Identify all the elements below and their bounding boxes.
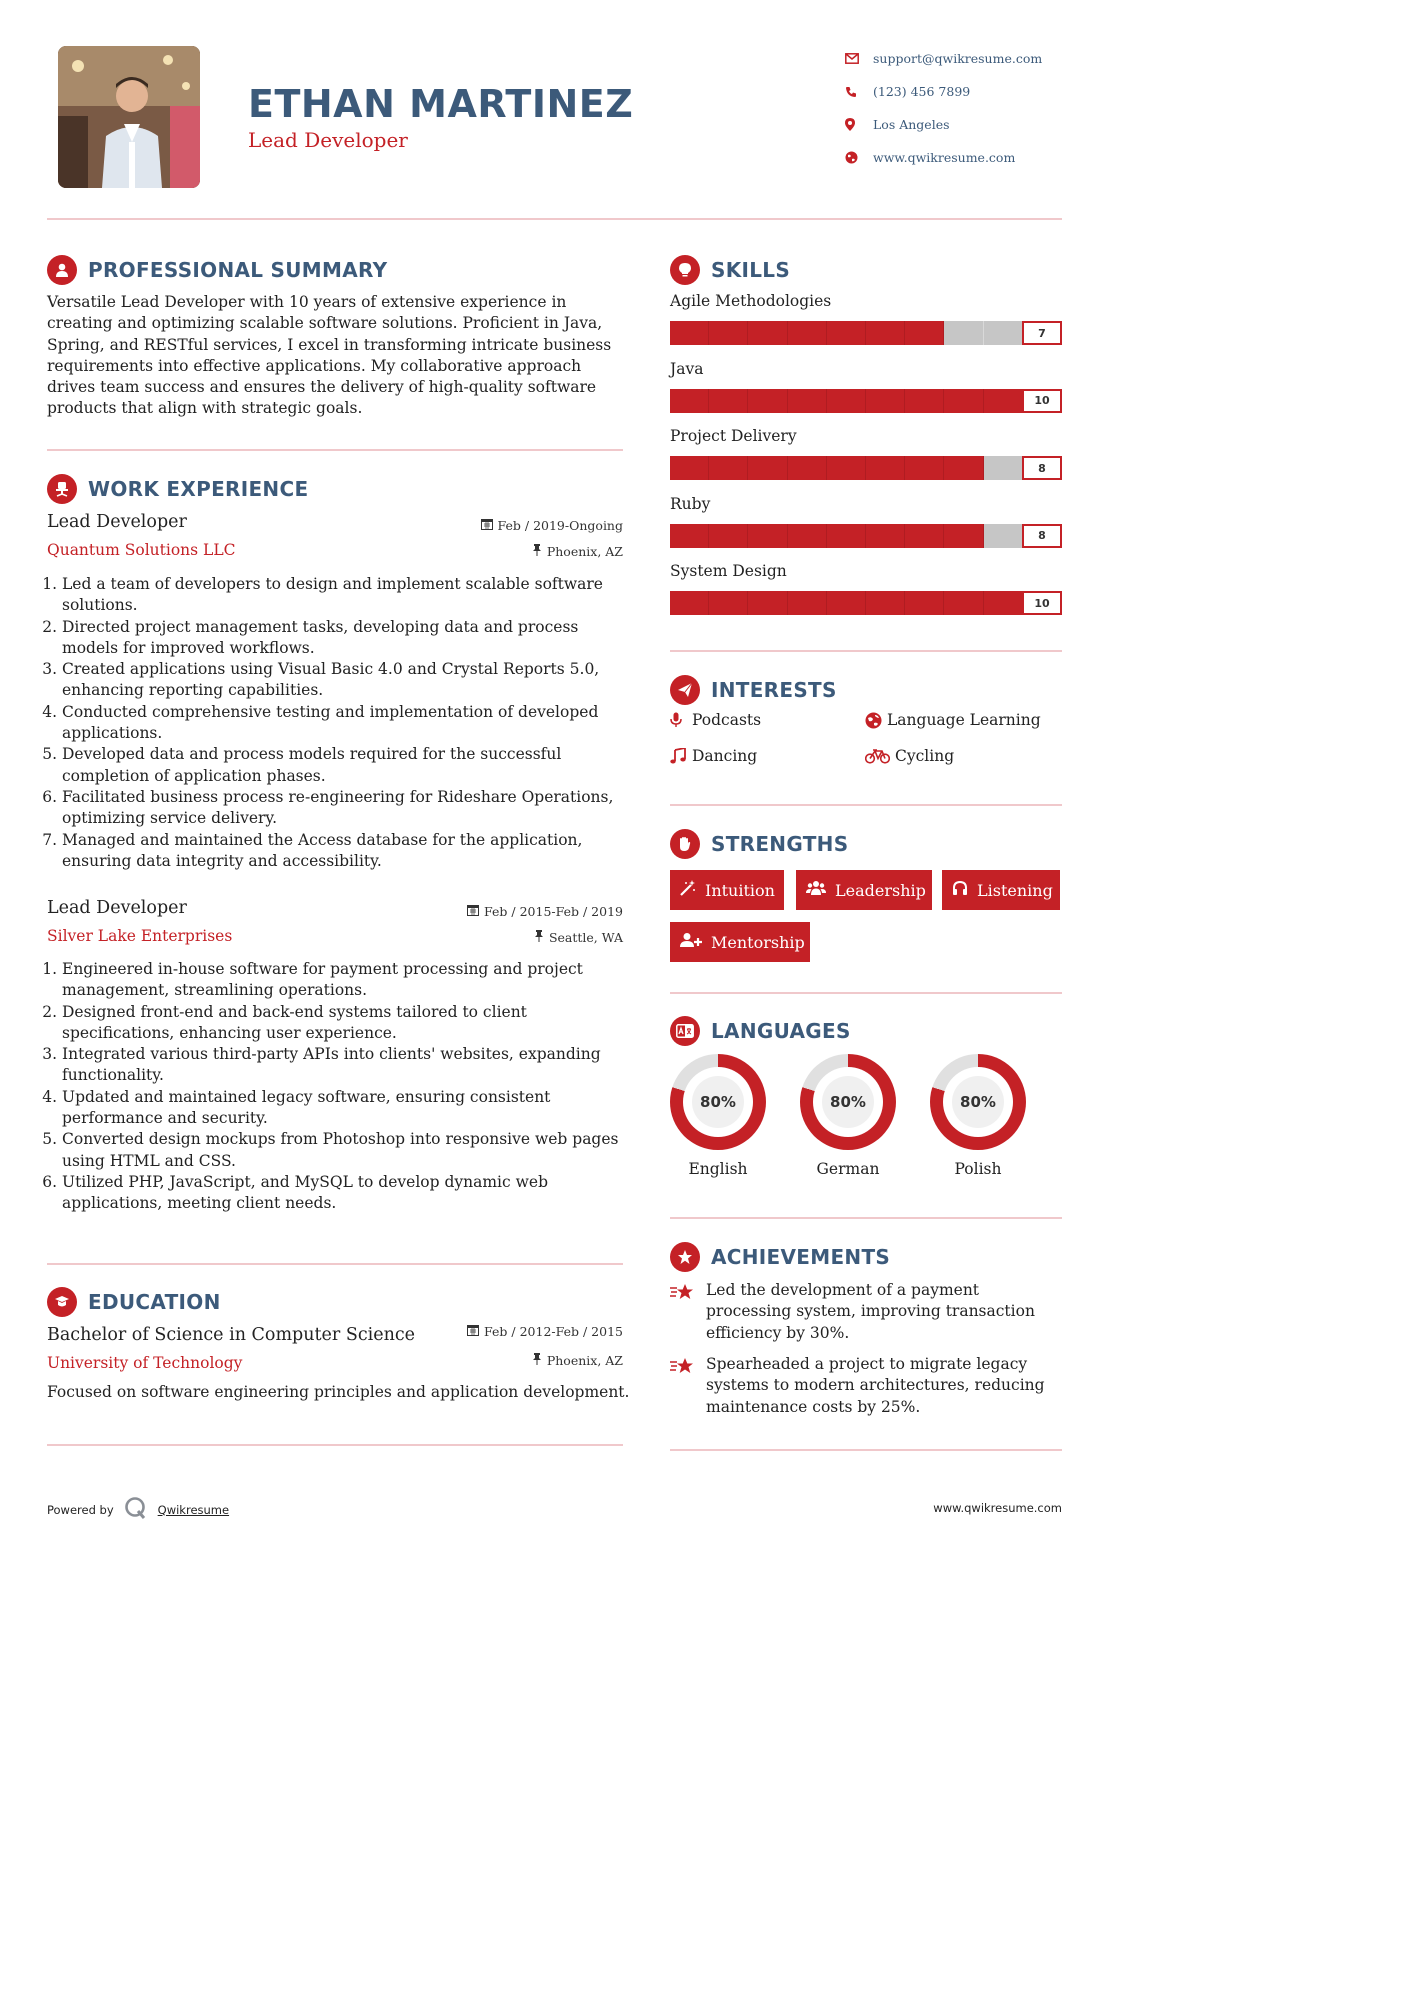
- skill-bar-segment: [670, 591, 709, 615]
- contact-website[interactable]: [845, 141, 1042, 174]
- skill-bar-segment: [944, 524, 983, 548]
- candidate-role: Lead Developer: [248, 128, 408, 152]
- job-1-location: [532, 544, 623, 559]
- job-1-title: Lead Developer: [47, 512, 187, 532]
- footer-powered-by: [47, 1496, 229, 1523]
- summary-title: PROFESSIONAL SUMMARY: [88, 258, 388, 282]
- skill-bar-segment: [866, 456, 905, 480]
- map-pin-icon: [845, 118, 873, 131]
- candidate-name: ETHAN MARTINEZ: [248, 82, 634, 126]
- contact-location-text: Los Angeles: [873, 117, 950, 132]
- language-item: [800, 1054, 896, 1178]
- achievements-divider: [670, 1449, 1062, 1451]
- skill-bar-segment: [670, 524, 709, 548]
- duty-item: 4. Updated and maintained legacy software, ensuring consistent performance and security.: [62, 1087, 627, 1130]
- skill-bar-segment: [866, 389, 905, 413]
- skill-bar-segment: [984, 456, 1023, 480]
- education-dates: [467, 1324, 623, 1339]
- qwikresume-link[interactable]: Qwikresume: [157, 1502, 230, 1517]
- language-name: German: [816, 1160, 880, 1178]
- language-ring: [930, 1054, 1026, 1150]
- skill-bar-segment: [984, 321, 1023, 345]
- language-ring-inner: [683, 1067, 753, 1137]
- strength-label: Listening: [977, 880, 1053, 900]
- job-2-duties: [47, 959, 627, 1215]
- duty-item: 4. Conducted comprehensive testing and implementation of developed applications.: [62, 702, 627, 745]
- envelope-icon: [845, 53, 873, 64]
- languages-divider: [670, 1217, 1062, 1219]
- strength-tag-intuition: [670, 870, 784, 910]
- strength-label: Leadership: [835, 880, 926, 900]
- duty-item: 5. Developed data and process models required for the successful completion of application phases.: [62, 744, 627, 787]
- graduation-icon: [47, 1287, 77, 1317]
- contact-phone-text: (123) 456 7899: [873, 84, 971, 99]
- skill-bar-segment: [827, 321, 866, 345]
- interest-label: Language Learning: [887, 711, 1041, 729]
- skill-name: Ruby: [670, 494, 711, 513]
- skill-bar-segment: [709, 456, 748, 480]
- experience-divider: [47, 1263, 623, 1265]
- interests-divider: [670, 804, 1062, 806]
- skill-bar: [670, 389, 1062, 413]
- job-1-company: Quantum Solutions LLC: [47, 541, 236, 559]
- education-description: Focused on software engineering principles and application development.: [47, 1383, 630, 1401]
- skill-bar-segment: [748, 456, 787, 480]
- skill-bar-segment: [905, 591, 944, 615]
- calendar-icon: [481, 518, 493, 533]
- headphones-icon: [952, 880, 968, 900]
- office-chair-icon: [47, 474, 77, 504]
- skill-bar-segment: [866, 321, 905, 345]
- skill-bar-segment: [670, 389, 709, 413]
- skill-level-badge: 7: [1022, 321, 1062, 345]
- shooting-star-icon: [670, 1280, 706, 1344]
- job-2-dates-text: Feb / 2015-Feb / 2019: [484, 904, 623, 919]
- interest-label: Dancing: [692, 747, 758, 765]
- contact-website-text: www.qwikresume.com: [873, 150, 1016, 165]
- pushpin-icon: [534, 930, 544, 945]
- job-1-location-text: Phoenix, AZ: [546, 544, 623, 559]
- calendar-icon: [467, 1324, 479, 1339]
- microphone-icon: [670, 712, 692, 728]
- interests-title: INTERESTS: [711, 678, 837, 702]
- achievements-heading: [670, 1242, 890, 1272]
- job-2-title: Lead Developer: [47, 898, 187, 918]
- phone-icon: [845, 86, 873, 98]
- contact-location: [845, 108, 1042, 141]
- strengths-heading: [670, 829, 848, 859]
- job-2-dates: [467, 904, 623, 919]
- skill-bar-segment: [748, 524, 787, 548]
- globe-icon: [845, 151, 873, 164]
- achievement-item: [670, 1354, 1070, 1418]
- footer-website[interactable]: www.qwikresume.com: [933, 1501, 1062, 1515]
- language-percent: 80%: [692, 1076, 744, 1128]
- skill-bar-segment: [827, 591, 866, 615]
- education-title: EDUCATION: [88, 1290, 221, 1314]
- globe-icon: [865, 712, 887, 729]
- skill-bar-segment: [984, 524, 1023, 548]
- duty-item: 2. Designed front-end and back-end systems tailored to client specifications, enhancing user experience.: [62, 1002, 627, 1045]
- duty-item: 3. Created applications using Visual Basic 4.0 and Crystal Reports 5.0, enhancing reporting capabilities.: [62, 659, 627, 702]
- duty-item: 6. Facilitated business process re-engineering for Rideshare Operations, optimizing service delivery.: [62, 787, 627, 830]
- skill-level-badge: 10: [1022, 389, 1062, 413]
- language-name: English: [688, 1160, 748, 1178]
- strength-label: Intuition: [705, 880, 775, 900]
- bicycle-icon: [865, 748, 895, 764]
- skill-bar-segment: [905, 389, 944, 413]
- magic-wand-icon: [680, 880, 696, 900]
- education-dates-text: Feb / 2012-Feb / 2015: [484, 1324, 623, 1339]
- skill-bar-segment: [827, 524, 866, 548]
- strengths-title: STRENGTHS: [711, 832, 849, 856]
- pushpin-icon: [532, 544, 542, 559]
- duty-item: 6. Utilized PHP, JavaScript, and MySQL to develop dynamic web applications, meeting client needs.: [62, 1172, 627, 1215]
- achievements-title: ACHIEVEMENTS: [711, 1245, 891, 1269]
- users-icon: [806, 880, 826, 900]
- skill-bar: [670, 456, 1062, 480]
- music-icon: [670, 748, 692, 764]
- skill-level-badge: 8: [1022, 524, 1062, 548]
- skill-level-badge: 8: [1022, 456, 1062, 480]
- skill-name: System Design: [670, 562, 787, 580]
- skill-bar-segment: [905, 321, 944, 345]
- language-ring-inner: [813, 1067, 883, 1137]
- skill-name: Java: [670, 359, 704, 378]
- skill-bar-segment: [944, 321, 983, 345]
- language-item: [930, 1054, 1026, 1178]
- strength-tag-listening: [942, 870, 1060, 910]
- education-heading: [47, 1287, 221, 1317]
- skill-bar-segment: [748, 321, 787, 345]
- summary-heading: [47, 255, 387, 285]
- language-name: Polish: [954, 1160, 1002, 1178]
- skill-bar-segment: [788, 524, 827, 548]
- summary-text: Versatile Lead Developer with 10 years of extensive experience in creating and optimizing scalable software solutions. Proficient in Java, Spring, and RESTful services, I excel in transforming intricate business requirements into effective applications. My collaborative approach drives team success and ensures the delivery of high-quality software products that align with strategic goals.: [47, 293, 612, 418]
- hand-fist-icon: [670, 829, 700, 859]
- language-ring-inner: [943, 1067, 1013, 1137]
- language-ring: [670, 1054, 766, 1150]
- skill-name: Project Delivery: [670, 427, 797, 445]
- summary-divider: [47, 449, 623, 451]
- skill-bar-segment: [788, 321, 827, 345]
- skill-bar-segment: [748, 591, 787, 615]
- skill-bar-segment: [670, 321, 709, 345]
- job-2-company: Silver Lake Enterprises: [47, 927, 233, 945]
- duty-item: 1. Engineered in-house software for payment processing and project management, streamlining operations.: [62, 959, 627, 1002]
- achievement-item: [670, 1280, 1070, 1344]
- language-item: [670, 1054, 766, 1178]
- qwikresume-logo-icon: [124, 1496, 148, 1523]
- skill-bar-segment: [905, 456, 944, 480]
- skill-bar-segment: [788, 389, 827, 413]
- header-divider: [47, 218, 1062, 220]
- skill-bar-segment: [866, 524, 905, 548]
- duty-item: 2. Directed project management tasks, developing data and process models for improved workflows.: [62, 617, 627, 660]
- strength-tag-mentorship: [670, 922, 810, 962]
- skill-bar-segment: [827, 456, 866, 480]
- strength-tag-leadership: [796, 870, 932, 910]
- skill-bar-segment: [984, 591, 1023, 615]
- duty-item: 5. Converted design mockups from Photoshop into responsive web pages using HTML and CSS.: [62, 1129, 627, 1172]
- duty-item: 7. Managed and maintained the Access database for the application, ensuring data integrity and accessibility.: [62, 830, 627, 873]
- lightbulb-icon: [670, 255, 700, 285]
- experience-heading: [47, 474, 308, 504]
- skill-bar-segment: [827, 389, 866, 413]
- education-location-text: Phoenix, AZ: [546, 1353, 623, 1368]
- interest-label: Podcasts: [692, 711, 762, 729]
- skill-bar-segment: [748, 389, 787, 413]
- skill-bar: [670, 321, 1062, 345]
- experience-title: WORK EXPERIENCE: [88, 477, 309, 501]
- job-2-location-text: Seattle, WA: [548, 930, 623, 945]
- skill-name: Agile Methodologies: [670, 292, 832, 310]
- education-degree: Bachelor of Science in Computer Science: [47, 1325, 416, 1345]
- skill-level-badge: 10: [1022, 591, 1062, 615]
- skills-divider: [670, 650, 1062, 652]
- languages-heading: [670, 1016, 851, 1046]
- skill-bar-segment: [944, 456, 983, 480]
- interest-language-learning: [865, 711, 1041, 729]
- education-divider: [47, 1444, 623, 1446]
- job-1-dates-text: Feb / 2019-Ongoing: [497, 518, 623, 533]
- skill-bar-segment: [905, 524, 944, 548]
- language-icon: [670, 1016, 700, 1046]
- powered-by-text: Powered by: [47, 1502, 114, 1517]
- contact-email-text: support@qwikresume.com: [873, 51, 1043, 66]
- skill-bar-segment: [709, 389, 748, 413]
- skill-bar-segment: [788, 591, 827, 615]
- job-1-duties: [47, 574, 627, 872]
- user-plus-icon: [680, 932, 702, 952]
- strengths-divider: [670, 992, 1062, 994]
- skills-heading: [670, 255, 790, 285]
- shooting-star-icon: [670, 1354, 706, 1418]
- duty-item: 1. Led a team of developers to design and implement scalable software solutions.: [62, 574, 627, 617]
- skill-bar-segment: [984, 389, 1023, 413]
- pushpin-icon: [532, 1353, 542, 1368]
- skill-bar-segment: [944, 591, 983, 615]
- education-location: [532, 1353, 623, 1368]
- contact-email[interactable]: [845, 42, 1042, 75]
- profile-photo: [58, 46, 200, 188]
- skill-bar: [670, 591, 1062, 615]
- job-1-dates: [481, 518, 623, 533]
- languages-title: LANGUAGES: [711, 1019, 851, 1043]
- skill-bar-segment: [709, 591, 748, 615]
- paper-plane-icon: [670, 675, 700, 705]
- star-badge-icon: [670, 1242, 700, 1272]
- user-icon: [47, 255, 77, 285]
- job-2-location: [534, 930, 623, 945]
- skills-title: SKILLS: [711, 258, 791, 282]
- skill-bar-segment: [709, 524, 748, 548]
- skill-bar: [670, 524, 1062, 548]
- achievement-text: Led the development of a payment processing system, improving transaction efficiency by 30%.: [706, 1281, 1035, 1342]
- achievement-text: Spearheaded a project to migrate legacy systems to modern architectures, reducing maintenance costs by 25%.: [706, 1355, 1045, 1416]
- education-school: University of Technology: [47, 1354, 243, 1372]
- language-percent: 80%: [822, 1076, 874, 1128]
- skill-bar-segment: [944, 389, 983, 413]
- contact-list: [845, 42, 1042, 174]
- interest-dancing: [670, 747, 757, 765]
- interest-label: Cycling: [895, 747, 955, 765]
- interests-heading: [670, 675, 837, 705]
- skill-bar-segment: [866, 591, 905, 615]
- skill-bar-segment: [788, 456, 827, 480]
- language-ring: [800, 1054, 896, 1150]
- interest-cycling: [865, 747, 954, 765]
- skill-bar-segment: [670, 456, 709, 480]
- contact-phone[interactable]: [845, 75, 1042, 108]
- calendar-icon: [467, 904, 479, 919]
- skill-bar-segment: [709, 321, 748, 345]
- interest-podcasts: [670, 711, 761, 729]
- language-percent: 80%: [952, 1076, 1004, 1128]
- duty-item: 3. Integrated various third-party APIs into clients' websites, expanding functionality.: [62, 1044, 627, 1087]
- strength-label: Mentorship: [711, 932, 805, 952]
